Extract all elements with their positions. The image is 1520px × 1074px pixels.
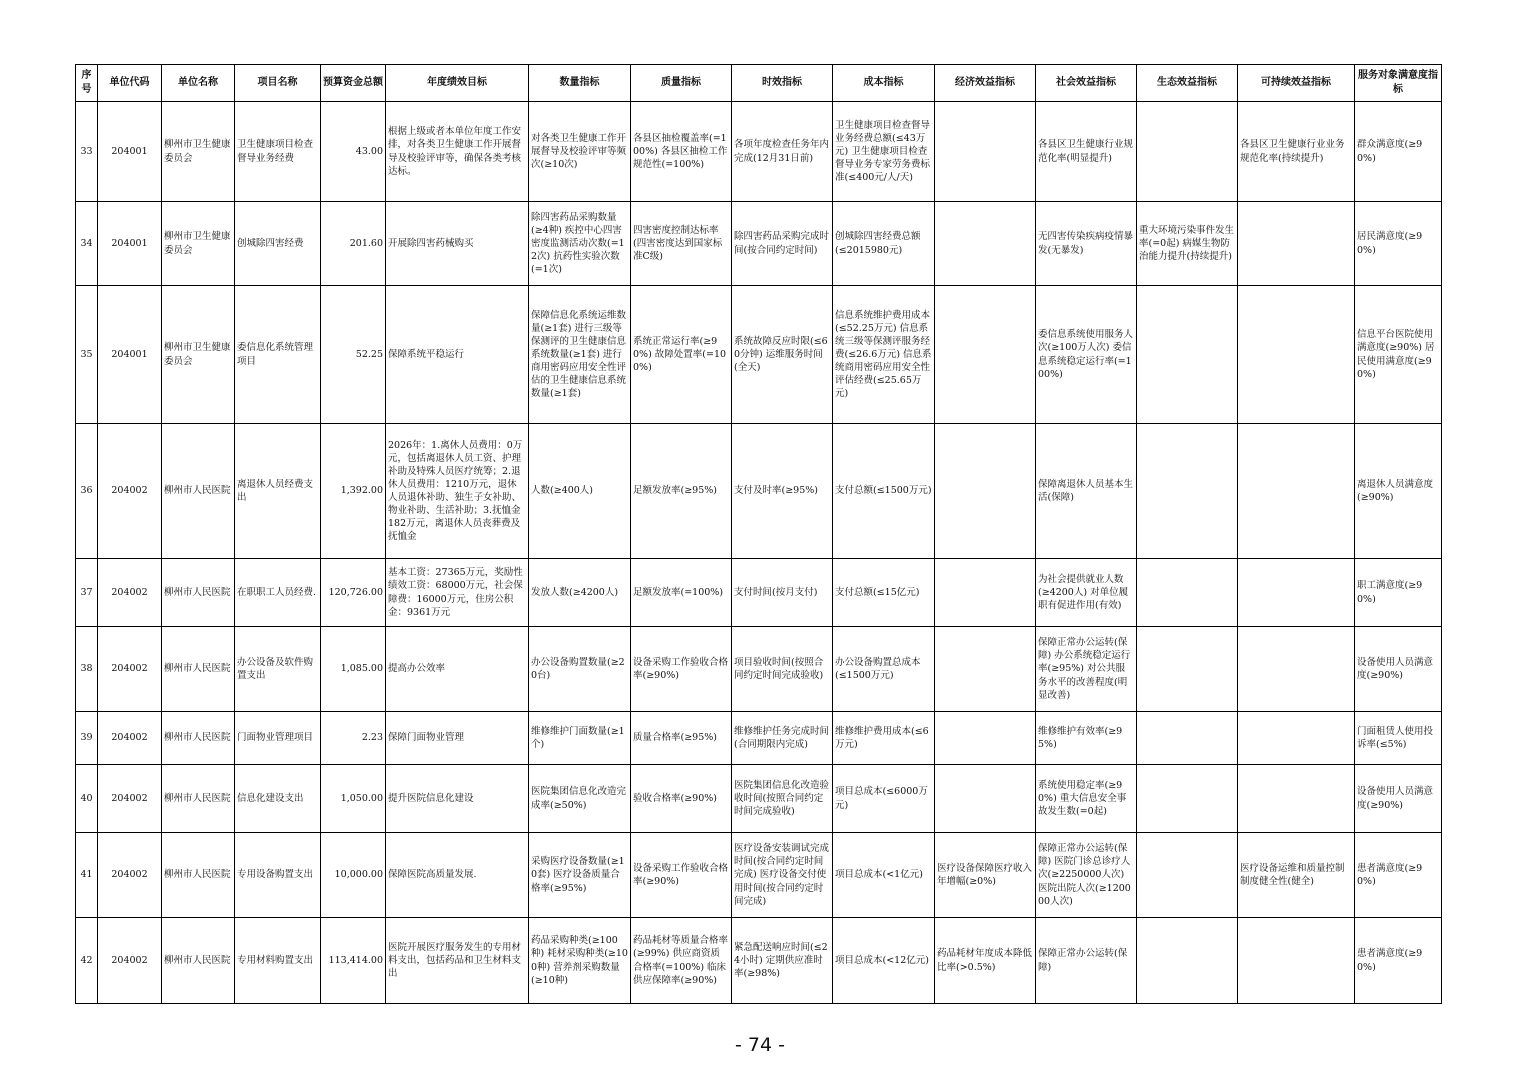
cell-economic [935,424,1036,559]
cell-project: 专用材料购置支出 [235,918,321,1004]
cell-code: 204002 [98,424,162,559]
table-row [76,424,1442,559]
cell-project: 委信息化系统管理项目 [235,286,321,424]
column-header: 数量指标 [529,65,631,102]
column-header: 年度绩效目标 [386,65,529,102]
cell-quality: 药品耗材等质量合格率(≥99%) 供应商资质合格率(=100%) 临床供应保障率(≥90%) [631,918,732,1004]
cell-social: 保障正常办公运转(保障) 办公系统稳定运行率(≥95%) 对公共服务水平的改善程度(明显改善) [1036,627,1137,712]
cell-quality: 系统正常运行率(≥90%) 故障处置率(=100%) [631,286,732,424]
cell-social: 各县区卫生健康行业规范化率(明显提升) [1036,102,1137,202]
cell-goal: 提升医院信息化建设 [386,765,529,833]
cell-unit: 柳州市人民医院 [162,918,235,1004]
cell-sustainable [1238,424,1355,559]
cell-sustainable [1238,286,1355,424]
cell-cost: 信息系统维护费用成本(≤52.25万元) 信息系统三级等保测评服务经费(≤26.6万元) 信息系统商用密码应用安全性评估经费(≤25.65万元) [833,286,935,424]
cell-ecological [1137,559,1238,627]
cell-economic [935,627,1036,712]
cell-economic [935,559,1036,627]
cell-satisfaction: 居民满意度(≥90%) [1355,202,1442,286]
cell-satisfaction: 职工满意度(≥90%) [1355,559,1442,627]
table-row [76,559,1442,627]
table-header [76,65,1442,102]
cell-amount: 1,392.00 [321,424,386,559]
cell-goal: 保障门面物业管理 [386,712,529,765]
cell-goal: 保障系统平稳运行 [386,286,529,424]
cell-satisfaction: 门面租赁人使用投诉率(≤5%) [1355,712,1442,765]
cell-quantity: 保障信息化系统运维数量(≥1套) 进行三级等保测评的卫生健康信息系统数量(≥1套) 进行商用密码应用安全性评估的卫生健康信息系统数量(≥1套) [529,286,631,424]
cell-ecological [1137,424,1238,559]
cell-unit: 柳州市人民医院 [162,833,235,918]
cell-unit: 柳州市人民医院 [162,627,235,712]
cell-ecological [1137,102,1238,202]
cell-no: 34 [76,202,98,286]
cell-unit: 柳州市人民医院 [162,712,235,765]
cell-satisfaction: 信息平台医院使用满意度(≥90%) 居民使用满意度(≥90%) [1355,286,1442,424]
cell-code: 204002 [98,833,162,918]
cell-project: 信息化建设支出 [235,765,321,833]
cell-quantity: 医院集团信息化改造完成率(≥50%) [529,765,631,833]
cell-unit: 柳州市卫生健康委员会 [162,102,235,202]
cell-satisfaction: 患者满意度(≥90%) [1355,833,1442,918]
performance-table [75,64,1442,1004]
cell-quantity: 对各类卫生健康工作开展督导及校验评审等频次(≥10次) [529,102,631,202]
cell-economic [935,712,1036,765]
cell-cost: 项目总成本(≤6000万元) [833,765,935,833]
cell-ecological [1137,918,1238,1004]
cell-social: 维修维护有效率(≥95%) [1036,712,1137,765]
cell-timeliness: 支付时间(按月支付) [732,559,833,627]
cell-cost: 支付总额(≤15亿元) [833,559,935,627]
cell-project: 创城除四害经费 [235,202,321,286]
column-header: 序号 [76,65,98,102]
table-body [76,102,1442,1004]
cell-amount: 52.25 [321,286,386,424]
cell-unit: 柳州市卫生健康委员会 [162,286,235,424]
cell-quantity: 药品采购种类(≥100种) 耗材采购种类(≥100种) 营养剂采购数量(≥10种) [529,918,631,1004]
cell-sustainable [1238,559,1355,627]
table-row [76,918,1442,1004]
cell-ecological: 重大环境污染事件发生率(=0起) 病媒生物防治能力提升(持续提升) [1137,202,1238,286]
cell-economic: 医疗设备保障医疗收入年增幅(≥0%) [935,833,1036,918]
cell-no: 33 [76,102,98,202]
cell-goal: 提高办公效率 [386,627,529,712]
column-header: 可持续效益指标 [1238,65,1355,102]
cell-no: 37 [76,559,98,627]
cell-cost: 维修维护费用成本(≤6万元) [833,712,935,765]
column-header: 经济效益指标 [935,65,1036,102]
cell-satisfaction: 设备使用人员满意度(≥90%) [1355,765,1442,833]
cell-goal: 医院开展医疗服务发生的专用材料支出，包括药品和卫生材料支出 [386,918,529,1004]
header-row [76,65,1442,102]
cell-timeliness: 除四害药品采购完成时间(按合同约定时间) [732,202,833,286]
cell-goal: 开展除四害药械购买 [386,202,529,286]
cell-amount: 1,085.00 [321,627,386,712]
column-header: 单位代码 [98,65,162,102]
table-row [76,627,1442,712]
cell-quantity: 发放人数(≥4200人) [529,559,631,627]
table-row [76,765,1442,833]
cell-goal: 根据上级或者本单位年度工作安排，对各类卫生健康工作开展督导及校验评审等，确保各类考核达标。 [386,102,529,202]
cell-cost: 项目总成本(<1亿元) [833,833,935,918]
cell-sustainable [1238,712,1355,765]
cell-timeliness: 项目验收时间(按照合同约定时间完成验收) [732,627,833,712]
cell-no: 36 [76,424,98,559]
cell-code: 204002 [98,765,162,833]
cell-code: 204002 [98,918,162,1004]
cell-amount: 1,050.00 [321,765,386,833]
cell-ecological [1137,833,1238,918]
cell-economic [935,765,1036,833]
column-header: 单位名称 [162,65,235,102]
cell-goal: 基本工资：27365万元，奖励性绩效工资：68000万元，社会保障费：16000万元，住房公积金：9361万元 [386,559,529,627]
cell-sustainable [1238,627,1355,712]
cell-timeliness: 医疗设备安装调试完成时间(按合同约定时间完成) 医疗设备交付使用时间(按合同约定时间完成) [732,833,833,918]
cell-unit: 柳州市人民医院 [162,559,235,627]
cell-cost: 办公设备购置总成本(≤1500万元) [833,627,935,712]
cell-timeliness: 系统故障反应时限(≤60分钟) 运维服务时间(全天) [732,286,833,424]
cell-cost: 支付总额(≤1500万元) [833,424,935,559]
cell-social: 保障正常办公运转(保障) 医院门诊总诊疗人次(≥2250000人次) 医院出院人次(≥120000人次) [1036,833,1137,918]
cell-no: 35 [76,286,98,424]
cell-quality: 设备采购工作验收合格率(≥90%) [631,833,732,918]
cell-social: 系统使用稳定率(≥90%) 重大信息安全事故发生数(=0起) [1036,765,1137,833]
cell-no: 40 [76,765,98,833]
cell-no: 42 [76,918,98,1004]
cell-goal: 2026年：1.离休人员费用：0万元，包括离退休人员工资、护理补助及特殊人员医疗统筹；2.退休人员费用：1210万元，退休人员退休补助、独生子女补助、物业补助、生活补助；3.抚恤金182万元，离退休人员丧葬费及抚恤金 [386,424,529,559]
cell-amount: 113,414.00 [321,918,386,1004]
column-header: 生态效益指标 [1137,65,1238,102]
column-header: 质量指标 [631,65,732,102]
cell-amount: 10,000.00 [321,833,386,918]
cell-code: 204001 [98,102,162,202]
cell-amount: 2.23 [321,712,386,765]
cell-code: 204002 [98,559,162,627]
cell-quality: 设备采购工作验收合格率(≥90%) [631,627,732,712]
cell-amount: 120,726.00 [321,559,386,627]
cell-quality: 足额发放率(≥95%) [631,424,732,559]
cell-quality: 验收合格率(≥90%) [631,765,732,833]
cell-satisfaction: 设备使用人员满意度(≥90%) [1355,627,1442,712]
cell-quality: 四害密度控制达标率(四害密度达到国家标准C级) [631,202,732,286]
column-header: 项目名称 [235,65,321,102]
column-header: 社会效益指标 [1036,65,1137,102]
table-row [76,102,1442,202]
cell-project: 离退休人员经费支出 [235,424,321,559]
cell-ecological [1137,627,1238,712]
cell-economic [935,202,1036,286]
cell-code: 204001 [98,286,162,424]
cell-cost: 卫生健康项目检查督导业务经费总额(≤43万元) 卫生健康项目检查督导业务专家劳务费标准(≤400元/人/天) [833,102,935,202]
cell-timeliness: 紧急配送响应时间(≤24小时) 定期供应准时率(≥98%) [732,918,833,1004]
cell-satisfaction: 离退休人员满意度(≥90%) [1355,424,1442,559]
cell-quantity: 采购医疗设备数量(≥10套) 医疗设备质量合格率(≥95%) [529,833,631,918]
cell-sustainable [1238,918,1355,1004]
cell-satisfaction: 群众满意度(≥90%) [1355,102,1442,202]
cell-no: 39 [76,712,98,765]
cell-timeliness: 各项年度检查任务年内完成(12月31日前) [732,102,833,202]
cell-project: 专用设备购置支出 [235,833,321,918]
cell-code: 204002 [98,712,162,765]
cell-satisfaction: 患者满意度(≥90%) [1355,918,1442,1004]
table-row [76,833,1442,918]
cell-ecological [1137,712,1238,765]
cell-amount: 43.00 [321,102,386,202]
table-row [76,202,1442,286]
cell-project: 在职职工人员经费. [235,559,321,627]
column-header: 时效指标 [732,65,833,102]
cell-unit: 柳州市卫生健康委员会 [162,202,235,286]
column-header: 预算资金总额 [321,65,386,102]
table-row [76,712,1442,765]
cell-social: 保障离退休人员基本生活(保障) [1036,424,1137,559]
cell-sustainable [1238,765,1355,833]
cell-project: 卫生健康项目检查督导业务经费 [235,102,321,202]
cell-timeliness: 维修维护任务完成时间(合同期限内完成) [732,712,833,765]
cell-quality: 足额发放率(=100%) [631,559,732,627]
cell-ecological [1137,286,1238,424]
table-row [76,286,1442,424]
cell-social: 无四害传染疾病疫情暴发(无暴发) [1036,202,1137,286]
cell-quantity: 维修维护门面数量(≥1个) [529,712,631,765]
cell-amount: 201.60 [321,202,386,286]
cell-cost: 创城除四害经费总额(≤2015980元) [833,202,935,286]
page-number: - 74 - [735,1034,785,1056]
cell-code: 204002 [98,627,162,712]
cell-sustainable: 医疗设备运维和质量控制制度健全性(健全) [1238,833,1355,918]
cell-no: 41 [76,833,98,918]
cell-economic [935,286,1036,424]
cell-quantity: 人数(≥400人) [529,424,631,559]
cell-sustainable: 各县区卫生健康行业业务规范化率(持续提升) [1238,102,1355,202]
cell-unit: 柳州市人民医院 [162,765,235,833]
column-header: 成本指标 [833,65,935,102]
cell-timeliness: 医院集团信息化改造验收时间(按照合同约定时间完成验收) [732,765,833,833]
cell-economic [935,102,1036,202]
cell-unit: 柳州市人民医院 [162,424,235,559]
column-header: 服务对象满意度指标 [1355,65,1442,102]
cell-ecological [1137,765,1238,833]
cell-project: 办公设备及软件购置支出 [235,627,321,712]
cell-quantity: 除四害药品采购数量(≥4种) 疾控中心四害密度监测活动次数(=12次) 抗药性实验次数(=1次) [529,202,631,286]
cell-social: 保障正常办公运转(保障) [1036,918,1137,1004]
cell-goal: 保障医院高质量发展. [386,833,529,918]
cell-quantity: 办公设备购置数量(≥20台) [529,627,631,712]
cell-quality: 质量合格率(≥95%) [631,712,732,765]
cell-timeliness: 支付及时率(≥95%) [732,424,833,559]
cell-cost: 项目总成本(<12亿元) [833,918,935,1004]
cell-social: 委信息系统使用服务人次(≥100万人次) 委信息系统稳定运行率(=100%) [1036,286,1137,424]
cell-project: 门面物业管理项目 [235,712,321,765]
cell-social: 为社会提供就业人数(≥4200人) 对单位履职有促进作用(有效) [1036,559,1137,627]
cell-quality: 各县区抽检覆盖率(=100%) 各县区抽检工作规范性(=100%) [631,102,732,202]
cell-code: 204001 [98,202,162,286]
cell-economic: 药品耗材年度成本降低比率(>0.5%) [935,918,1036,1004]
cell-no: 38 [76,627,98,712]
cell-sustainable [1238,202,1355,286]
